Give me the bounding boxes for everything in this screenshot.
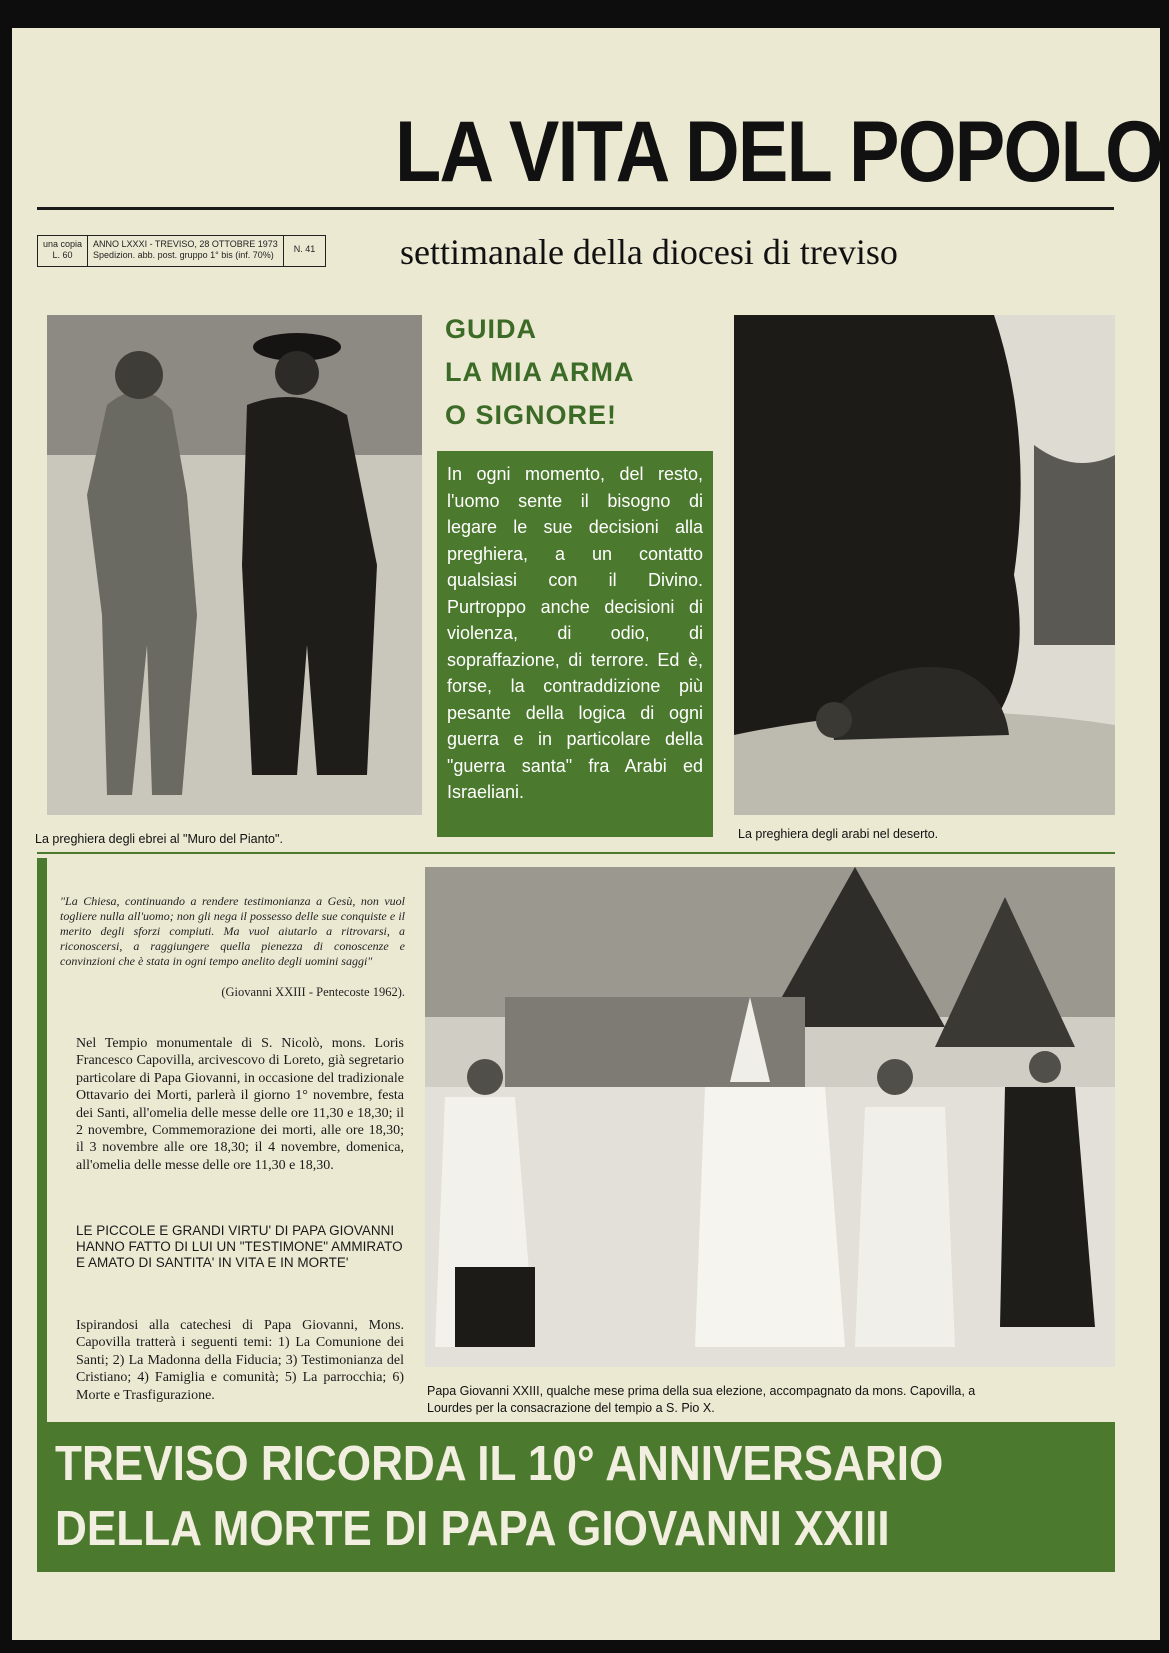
article-subhead: LE PICCOLE E GRANDI VIRTU' DI PAPA GIOVANNI HANNO FATTO DI LUI UN "TESTIMONE" AMMIRATO E AMATO DI SANTITA' IN VITA E IN MORTE' bbox=[76, 1223, 403, 1270]
banner-line-2: DELLA MORTE DI PAPA GIOVANNI XXIII bbox=[55, 1502, 890, 1556]
pope-quote: "La Chiesa, continuando a rendere testimonianza a Gesù, non vuol togliere nulla all'uomo; non gli nega il possesso delle sue conquiste e il merito degli sforzi compiuti. Ma vuol aiutarlo a ritrovarsi, a riconoscersi, a raggiungere quella pienezza di conoscenze e convinzioni che è stata in ogni tempo anelito degli uomini saggi" bbox=[60, 894, 405, 968]
masthead-rule bbox=[37, 207, 1114, 210]
postal-info: Spedizion. abb. post. gruppo 1° bis (inf. 70%) bbox=[93, 250, 274, 260]
wailing-wall-image bbox=[47, 315, 422, 815]
issue-info-box bbox=[37, 235, 326, 267]
caption-pope-line-2: Lourdes per la consacrazione del tempio a S. Pio X. bbox=[427, 1401, 715, 1415]
photo-pope-lourdes bbox=[425, 867, 1115, 1367]
masthead-title: LA VITA DEL POPOLO bbox=[395, 104, 1163, 200]
headline-guida bbox=[445, 308, 725, 437]
headline-line-1: GUIDA bbox=[445, 314, 537, 344]
caption-pope-line-1: Papa Giovanni XXIII, qualche mese prima della sua elezione, accompagnato da mons. Capovilla, a bbox=[427, 1384, 976, 1398]
price-label: una copia bbox=[43, 239, 83, 249]
desert-prayer-image bbox=[734, 315, 1115, 815]
banner-line-1: TREVISO RICORDA IL 10° ANNIVERSARIO bbox=[55, 1437, 944, 1491]
caption-desert-prayer: La preghiera degli arabi nel deserto. bbox=[738, 827, 939, 841]
masthead-subtitle: settimanale della diocesi di treviso bbox=[400, 232, 898, 272]
photo-desert-prayer bbox=[734, 315, 1115, 815]
photo-wailing-wall bbox=[47, 315, 422, 815]
caption-wailing-wall: La preghiera degli ebrei al "Muro del Pianto". bbox=[35, 832, 283, 846]
article-paragraph-1: Nel Tempio monumentale di S. Nicolò, mons. Loris Francesco Capovilla, arcivescovo di Loreto, già segretario particolare di Papa Giovanni, in occasione del tradizionale Ottavario dei Morti, parlerà il giorno 1° novembre, festa dei Santi, all'omelia delle messe delle ore 11,30 e 18,30; il 2 novembre, Commemorazione dei morti, alle ore 18,30; il 3 novembre alle ore 18,30; il 4 novembre, domenica, all'omelia delle messe delle ore 11,30 e 18,30. bbox=[76, 1036, 404, 1173]
issue-number: N. 41 bbox=[293, 244, 316, 254]
article-paragraph-2: Ispirandosi alla catechesi di Papa Giovanni, Mons. Capovilla tratterà i seguenti temi: 1) La Comunione dei Santi; 2) La Madonna della Fiducia; 3) Testimonianza del Cristiano; 4) Famiglia e comunità; 5) La parrocchia; 6) Morte e Trasfigurazione. bbox=[76, 1318, 404, 1403]
quote-source: (Giovanni XXIII - Pentecoste 1962). bbox=[221, 985, 405, 999]
price-cell bbox=[38, 236, 88, 266]
headline-line-2: LA MIA ARMA bbox=[445, 357, 635, 387]
issue-date: ANNO LXXXI - TREVISO, 28 OTTOBRE 1973 bbox=[93, 239, 278, 249]
price-value: L. 60 bbox=[52, 250, 73, 260]
green-text-box: In ogni momento, del resto, l'uomo sente il bisogno di legare le sue decisioni alla preghiera, a un contatto qualsiasi con il Divino. Purtroppo anche decisioni di violenza, di odio, di sopraffazione, di terrore. Ed è, forse, la contraddizione più pesante della logica di ogni guerra e in particolare della "guerra santa" fra Arabi ed Israeliani. bbox=[437, 451, 713, 837]
date-cell bbox=[88, 236, 284, 266]
pope-lourdes-image bbox=[425, 867, 1115, 1367]
left-green-bar bbox=[37, 858, 47, 1422]
headline-line-3: O SIGNORE! bbox=[445, 400, 618, 430]
section-rule bbox=[37, 852, 1115, 854]
anniversary-banner bbox=[37, 1422, 1115, 1572]
